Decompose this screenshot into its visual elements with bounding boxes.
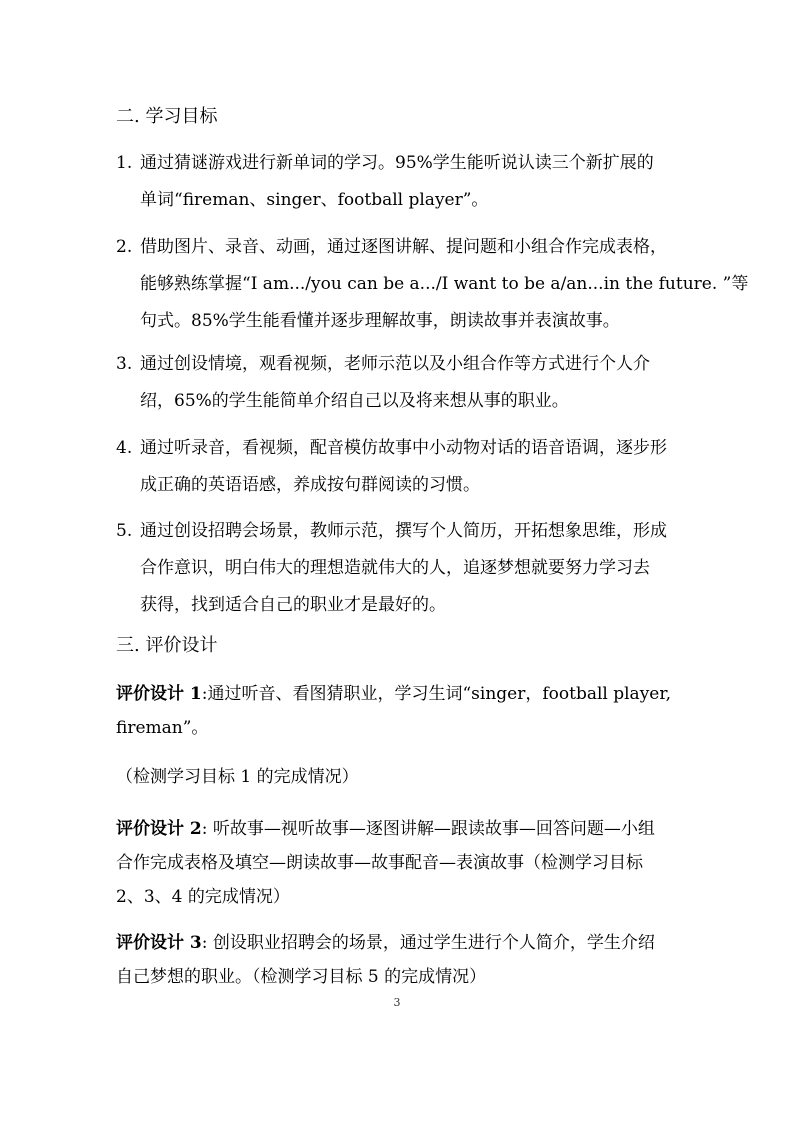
evaluation-item-1 — [116, 677, 716, 745]
goal-5-text-1: 通过创设招聘会场景，教师示范，撰写个人简历，开拓想象思维，形成 — [140, 521, 667, 541]
evaluation-2-label: 评价设计 2 — [116, 819, 202, 839]
evaluation-item-3 — [116, 926, 716, 994]
goal-2-text-1: 借助图片、录音、动画，通过逐图讲解、提问题和小组合作完成表格， — [140, 237, 667, 257]
goal-item-4 — [116, 430, 716, 504]
evaluation-2-text-1: : 听故事—视听故事—逐图讲解—跟读故事—回答问题—小组 — [201, 819, 655, 839]
goal-1-number: 1. — [116, 153, 133, 173]
goal-3-line-1 — [116, 346, 716, 383]
goal-item-2 — [116, 229, 749, 340]
evaluation-1-text-1: :通过听音、看图猜职业，学习生词“singer，football player, — [201, 684, 672, 704]
evaluation-2-line-3: 2、3、4 的完成情况） — [116, 887, 290, 907]
page-number: 3 — [393, 996, 401, 1009]
goal-4-number: 4. — [116, 438, 133, 458]
goal-item-3 — [116, 346, 716, 420]
goal-2-line-2: 能够熟练掌握“I am.../you can be a.../I want to be a/an...in the future. ”等 — [140, 274, 749, 294]
goal-1-line-2: 单词“fireman、singer、football player”。 — [140, 190, 489, 210]
goal-4-text-1: 通过听录音，看视频，配音模仿故事中小动物对话的语音语调，逐步形 — [140, 438, 667, 458]
goal-4-line-1 — [116, 430, 716, 467]
evaluation-1-line-1 — [116, 677, 716, 711]
evaluation-1-note: （检测学习目标 1 的完成情况） — [116, 767, 359, 787]
evaluation-3-line-1 — [116, 926, 716, 960]
goal-item-5 — [116, 513, 716, 624]
goal-2-line-3: 句式。85%学生能看懂并逐步理解故事，朗读故事并表演故事。 — [140, 311, 620, 331]
goal-4-line-2: 成正确的英语语感，养成按句群阅读的习惯。 — [140, 475, 480, 495]
goal-3-number: 3. — [116, 354, 133, 374]
goal-3-line-2: 绍，65%的学生能简单介绍自己以及将来想从事的职业。 — [140, 391, 569, 411]
goal-5-line-2: 合作意识，明白伟大的理想造就伟大的人，追逐梦想就要努力学习去 — [140, 558, 650, 578]
evaluation-item-2 — [116, 812, 716, 914]
evaluation-3-text-1: : 创设职业招聘会的场景，通过学生进行个人简介，学生介绍 — [201, 933, 655, 953]
goal-2-number: 2. — [116, 237, 133, 257]
evaluation-3-line-2: 自己梦想的职业。（检测学习目标 5 的完成情况） — [116, 967, 487, 987]
goal-5-number: 5. — [116, 521, 133, 541]
evaluation-1-label: 评价设计 1 — [116, 684, 202, 704]
section-heading-evaluation: 三. 评价设计 — [116, 635, 218, 656]
goal-1-text-1: 通过猜谜游戏进行新单词的学习。95%学生能听说认读三个新扩展的 — [140, 153, 654, 173]
evaluation-2-line-2: 合作完成表格及填空—朗读故事—故事配音—表演故事（检测学习目标 — [116, 853, 643, 873]
goal-2-line-1 — [116, 229, 716, 266]
goal-item-1 — [116, 145, 716, 219]
section-heading-goals: 二. 学习目标 — [116, 106, 218, 127]
goal-1-line-1 — [116, 145, 716, 182]
goal-5-line-1 — [116, 513, 716, 550]
evaluation-3-label: 评价设计 3 — [116, 933, 202, 953]
evaluation-1-line-2: fireman”。 — [116, 718, 209, 738]
goal-5-line-3: 获得，找到适合自己的职业才是最好的。 — [140, 595, 446, 615]
evaluation-2-line-1 — [116, 812, 716, 846]
goal-3-text-1: 通过创设情境，观看视频，老师示范以及小组合作等方式进行个人介 — [140, 354, 650, 374]
